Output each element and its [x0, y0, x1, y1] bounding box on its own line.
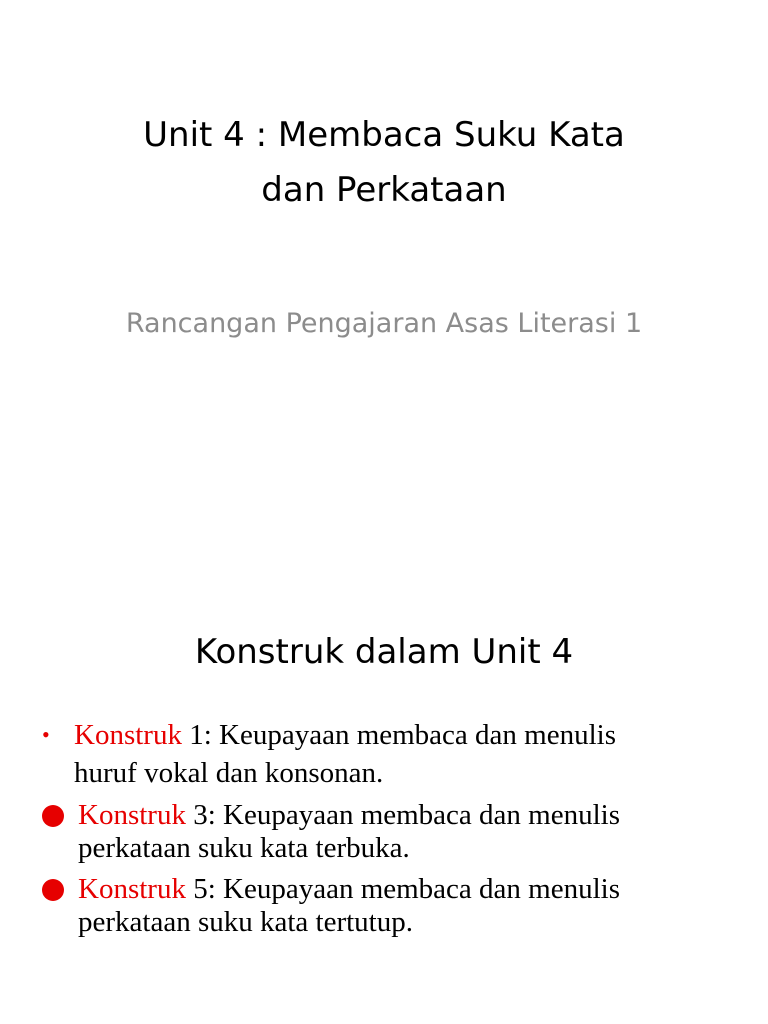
bullet-item [42, 799, 742, 865]
slide-heading: Konstruk dalam Unit 4 [194, 632, 574, 672]
bullet-text-line-2: perkataan suku kata tertutup. [78, 906, 413, 938]
content-slide [0, 512, 768, 1024]
bullet-item [42, 873, 742, 939]
bullet-text-line-2: huruf vokal dan konsonan. [74, 757, 384, 789]
slide-title [0, 108, 768, 218]
bullet-marker-icon: • [42, 722, 50, 747]
slide-title-line-2: dan Perkataan [261, 170, 507, 210]
bullet-dot-icon [42, 805, 64, 827]
bullet-keyword: Konstruk [78, 799, 186, 831]
bullet-text-line-2: perkataan suku kata terbuka. [78, 832, 410, 864]
bullet-list [0, 512, 768, 1024]
bullet-dot-icon [42, 879, 64, 901]
bullet-text-line-1: 3: Keupayaan membaca dan menulis [185, 799, 620, 831]
bullet-keyword: Konstruk [78, 873, 186, 905]
slide-title-line-1: Unit 4 : Membaca Suku Kata [143, 115, 625, 155]
bullet-text-line-1: 1: Keupayaan membaca dan menulis [181, 719, 616, 751]
bullet-text-line-1: 5: Keupayaan membaca dan menulis [185, 873, 620, 905]
slide-subtitle: Rancangan Pengajaran Asas Literasi 1 [125, 308, 643, 339]
bullet-item [42, 716, 742, 792]
bullet-keyword: Konstruk [74, 719, 182, 751]
